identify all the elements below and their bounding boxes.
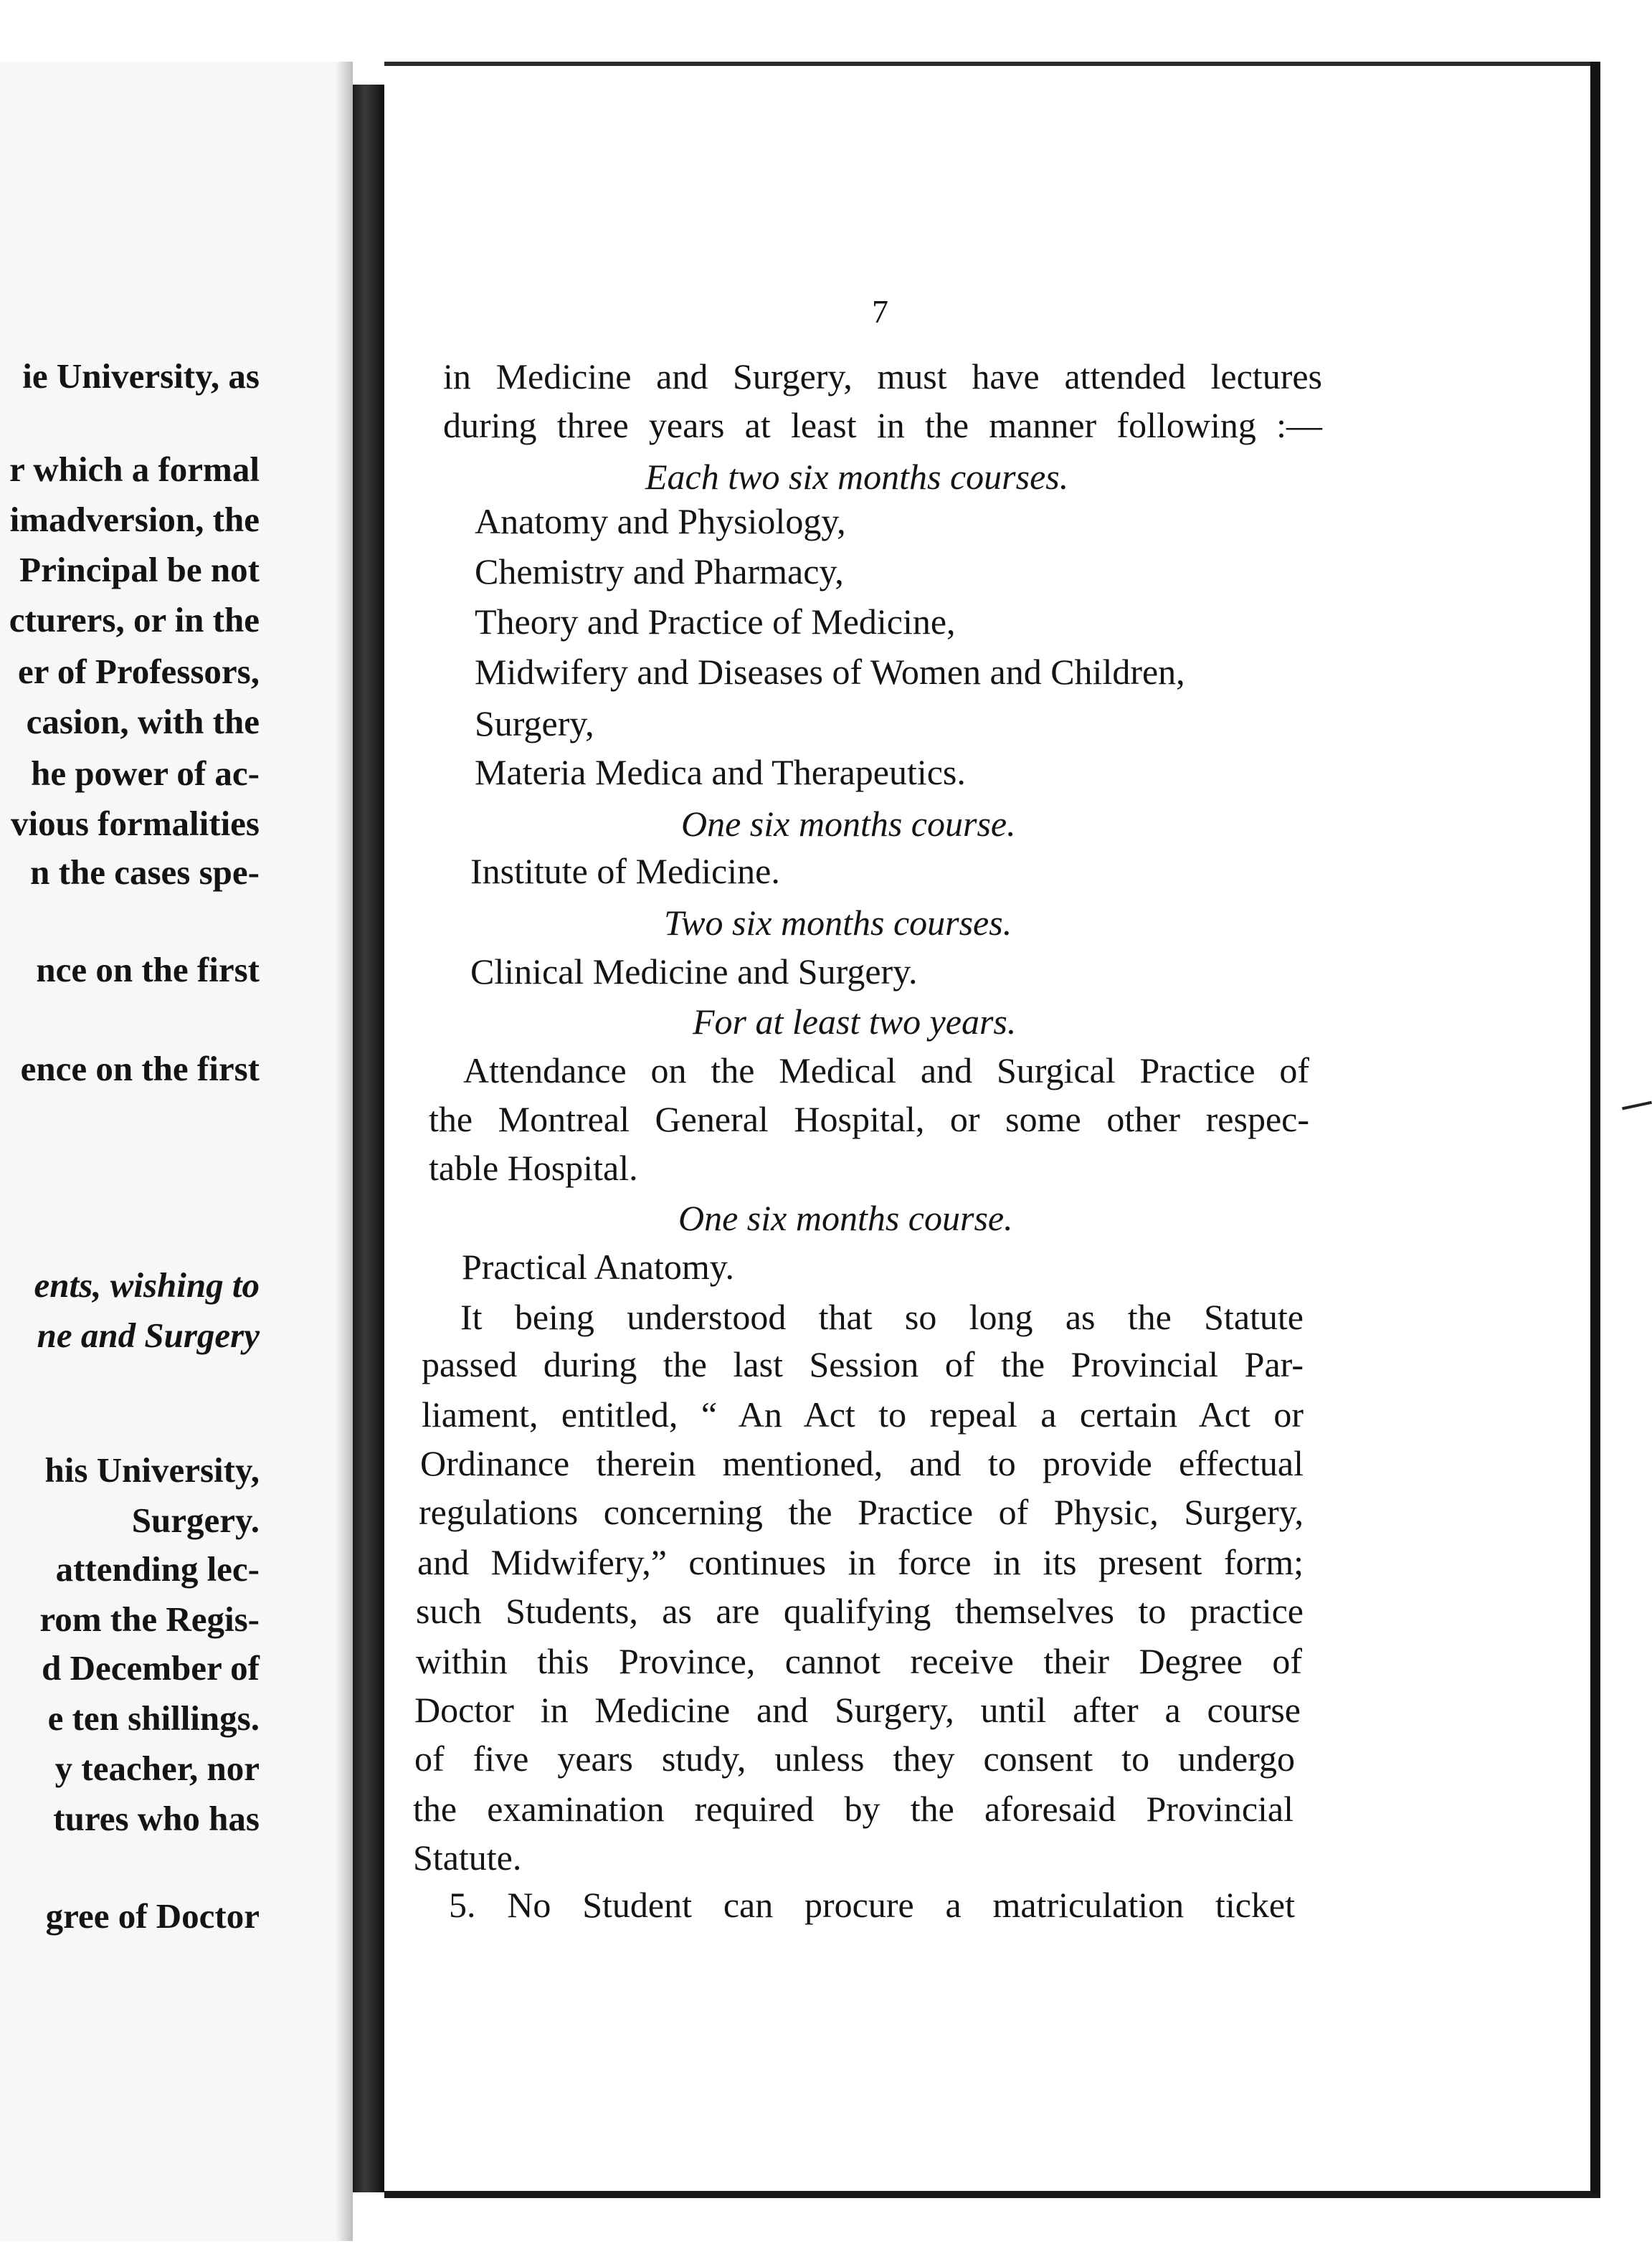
body-line: liament, entitled, “ An Act to repeal a certain Act or (422, 1394, 1304, 1435)
left-page-line: imadversion, the (9, 500, 260, 539)
left-page-line: y teacher, nor (54, 1749, 260, 1788)
body-line: within this Province, cannot receive their Degree of (416, 1641, 1302, 1681)
left-page-line: rom the Regis- (39, 1599, 260, 1639)
left-page-line: attending lec- (55, 1549, 260, 1589)
left-page-line: Surgery. (131, 1501, 260, 1540)
margin-mark (1622, 1101, 1652, 1111)
left-page-line: d December of (42, 1648, 260, 1688)
body-line: Practical Anatomy. (462, 1247, 734, 1287)
page-number: 7 (872, 293, 888, 330)
course-heading: For at least two years. (693, 1002, 1017, 1042)
body-line: It being understood that so long as the Statute (460, 1297, 1304, 1337)
body-line: Anatomy and Physiology, (475, 501, 846, 541)
body-line: Statute. (413, 1837, 522, 1878)
body-line: Ordinance therein mentioned, and to provide effectual (420, 1443, 1304, 1483)
body-line: Materia Medica and Therapeutics. (475, 752, 966, 792)
left-page-line: n the cases spe- (30, 852, 260, 892)
left-page-line: er of Professors, (18, 652, 260, 691)
left-page-line: ne and Surgery (37, 1316, 260, 1355)
left-page-line: r which a formal (9, 450, 260, 489)
body-line: the examination required by the aforesaid Provincial (413, 1789, 1293, 1829)
left-page-line: ie University, as (22, 356, 260, 396)
left-page-line: Principal be not (19, 550, 260, 589)
body-line: Chemistry and Pharmacy, (475, 551, 844, 591)
course-heading: Two six months courses. (664, 903, 1012, 943)
left-page-line: nce on the first (36, 950, 260, 989)
body-line: regulations concerning the Practice of Physic, Surgery, (419, 1492, 1304, 1532)
left-page-line: cturers, or in the (9, 600, 260, 639)
left-page-line: casion, with the (26, 702, 260, 741)
right-page-top-edge (384, 62, 1590, 66)
body-line: during three years at least in the manner following :— (443, 405, 1322, 445)
left-page-line: ents, wishing to (34, 1265, 260, 1305)
course-heading: Each two six months courses. (645, 457, 1069, 497)
course-heading: One six months course. (678, 1198, 1013, 1238)
left-page-line: tures who has (53, 1799, 260, 1838)
left-page-gutter-shadow (337, 62, 353, 2241)
left-page-line: gree of Doctor (45, 1896, 260, 1936)
body-line: 5. No Student can procure a matriculation ticket (449, 1885, 1295, 1925)
body-line: such Students, as are qualifying themselves to practice (416, 1591, 1304, 1631)
body-line: Midwifery and Diseases of Women and Children, (475, 652, 1185, 692)
body-line: of five years study, unless they consent to undergo (414, 1739, 1295, 1779)
book-spine (353, 85, 384, 2192)
body-line: Doctor in Medicine and Surgery, until after a course (414, 1690, 1301, 1730)
course-heading: One six months course. (681, 804, 1016, 844)
body-line: Institute of Medicine. (470, 851, 780, 891)
left-page-line: e ten shillings. (47, 1698, 260, 1738)
body-line: in Medicine and Surgery, must have attended lectures (443, 356, 1322, 396)
left-page-line: he power of ac- (31, 753, 260, 793)
body-line: and Midwifery,” continues in force in its present form; (417, 1542, 1304, 1582)
left-page-line: vious formalities (10, 804, 260, 843)
left-page-line: ence on the first (20, 1049, 260, 1088)
left-page-line: his University, (44, 1450, 260, 1490)
body-line: passed during the last Session of the Provincial Par- (422, 1344, 1304, 1384)
body-line: Theory and Practice of Medicine, (475, 601, 956, 642)
body-line: the Montreal General Hospital, or some other respec- (429, 1099, 1309, 1139)
body-line: Clinical Medicine and Surgery. (470, 951, 918, 992)
body-line: Attendance on the Medical and Surgical Practice of (463, 1050, 1309, 1090)
body-line: Surgery, (475, 703, 594, 743)
body-line: table Hospital. (429, 1148, 638, 1188)
